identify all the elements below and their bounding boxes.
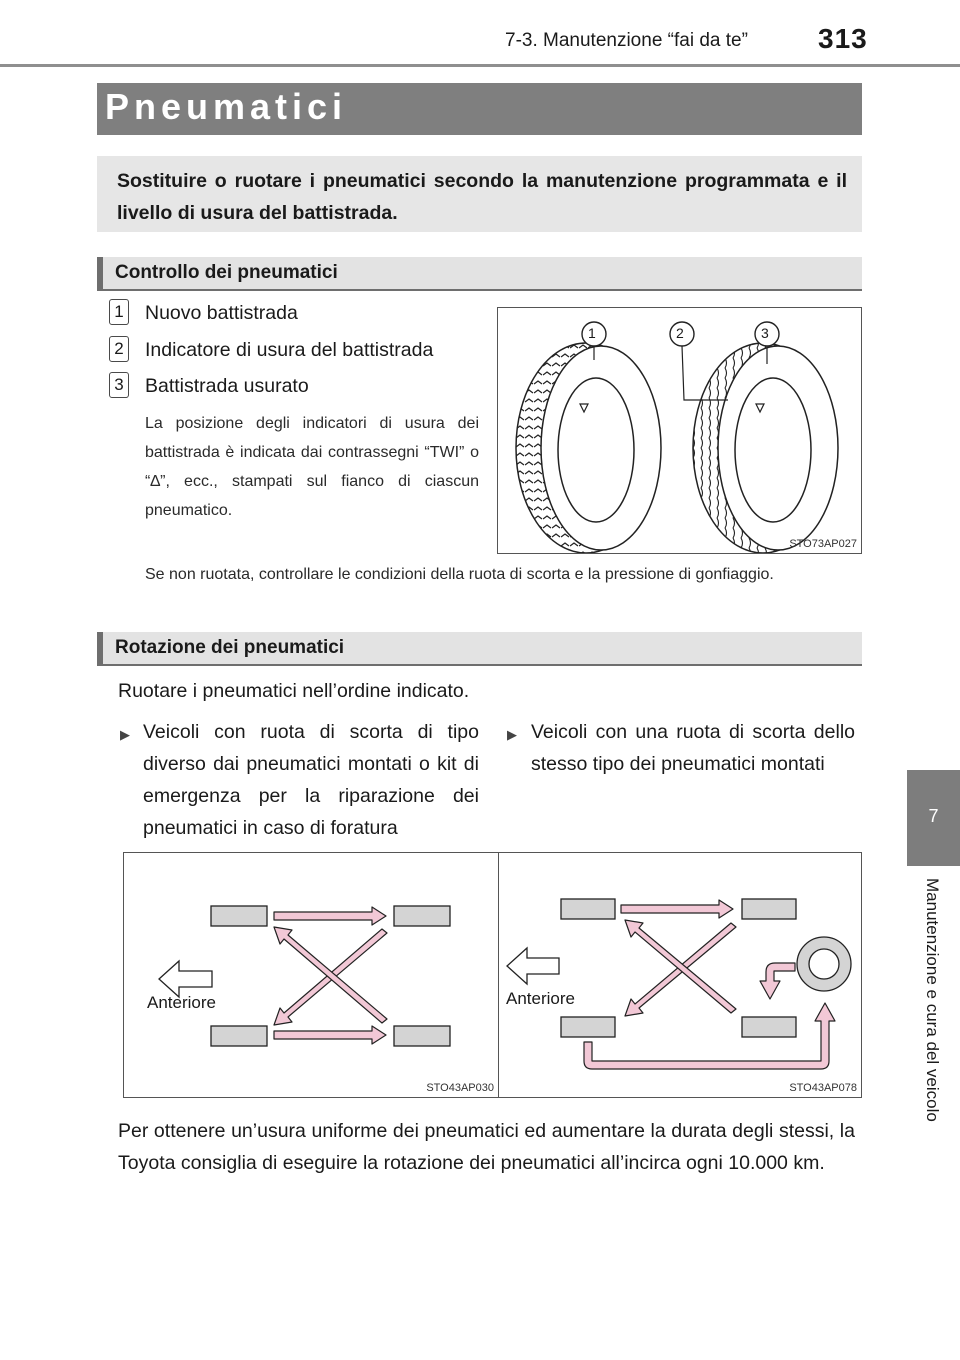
page-number: 313 <box>818 23 868 54</box>
case-left: Veicoli con ruota di scorta di tipo diverso dai pneumatici montati o kit di emergenza per la riparazione dei pneumatici in caso di foratura <box>143 721 479 839</box>
chapter-title: Manutenzione e cura del veicolo <box>923 878 942 1122</box>
rotation-arrow-spare <box>760 963 795 999</box>
front-direction-arrow <box>159 961 212 997</box>
tread-illustration <box>498 308 861 553</box>
tire-rear-right <box>742 1017 796 1037</box>
spare-note: Se non ruotata, controllare le condizioni della ruota di scorta e la pressione di gonfiaggio. <box>145 566 774 583</box>
front-direction-arrow <box>507 948 559 984</box>
tire-rear-left <box>561 1017 615 1037</box>
tire-new <box>516 343 661 553</box>
tire-rear-left <box>211 1026 267 1046</box>
tire-worn <box>693 343 838 553</box>
rotation-arrow-return <box>584 1003 835 1069</box>
rotation-arrow-top <box>274 907 386 925</box>
rotation-diagram-left <box>124 853 498 1097</box>
tire-front-right <box>742 899 796 919</box>
item-number-3: 3 <box>109 372 129 398</box>
front-label-right: Anteriore <box>506 989 575 1008</box>
item-number-1: 1 <box>109 299 129 325</box>
figure-code-right: STO43AP078 <box>789 1082 857 1094</box>
tread-figure <box>497 307 862 554</box>
rotation-figure-left <box>123 852 499 1098</box>
subheading-rotation <box>97 632 862 666</box>
item-label-3: Battistrada usurato <box>145 375 309 397</box>
spare-tire <box>797 937 851 991</box>
callout-2-label: 2 <box>676 325 684 341</box>
tire-front-right <box>394 906 450 926</box>
section-label: 7-3. Manutenzione “fai da te” <box>505 30 748 51</box>
rotation-figure-right <box>498 852 862 1098</box>
subheading-check <box>97 257 862 291</box>
tread-note: La posizione degli indicatori di usura dei battistrada è indicata dai contrassegni “TWI” o “∆”, ecc., stampati sul fianco di ciascun pneumatico. <box>145 415 479 519</box>
page-title: Pneumatici <box>105 86 348 127</box>
callout-3-label: 3 <box>761 325 769 341</box>
header-rule <box>0 64 960 67</box>
rotation-intro: Ruotare i pneumatici nell’ordine indicato. <box>118 680 470 702</box>
callout-1-label: 1 <box>588 325 596 341</box>
rotation-diagram-right <box>499 853 861 1097</box>
rotation-arrow-top <box>621 900 733 918</box>
tire-front-left <box>561 899 615 919</box>
intro-text: Sostituire o ruotare i pneumatici secondo la manutenzione programmata e il livello di usura del battistrada. <box>117 170 847 224</box>
rotation-arrow-bottom <box>274 1026 386 1044</box>
item-label-1: Nuovo battistrada <box>145 302 298 324</box>
item-number-2: 2 <box>109 336 129 362</box>
tire-front-left <box>211 906 267 926</box>
tire-rear-right <box>394 1026 450 1046</box>
front-label-left: Anteriore <box>147 993 216 1012</box>
chapter-number: 7 <box>928 806 939 826</box>
closing-paragraph: Per ottenere un’usura uniforme dei pneumatici ed aumentare la durata degli stessi, la Toyota consiglia di eseguire la rotazione dei pneumatici all’incirca ogni 10.000 km. <box>118 1120 855 1174</box>
subheading-check-label: Controllo dei pneumatici <box>115 262 338 283</box>
figure-code-left: STO43AP030 <box>426 1082 494 1094</box>
bullet-icon: ▶ <box>507 727 517 742</box>
bullet-icon: ▶ <box>120 727 130 742</box>
item-label-2: Indicatore di usura del battistrada <box>145 339 434 361</box>
figure-code: STO73AP027 <box>789 538 857 550</box>
case-right: Veicoli con una ruota di scorta dello stesso tipo dei pneumatici montati <box>531 721 855 775</box>
subheading-rotation-label: Rotazione dei pneumatici <box>115 637 345 658</box>
